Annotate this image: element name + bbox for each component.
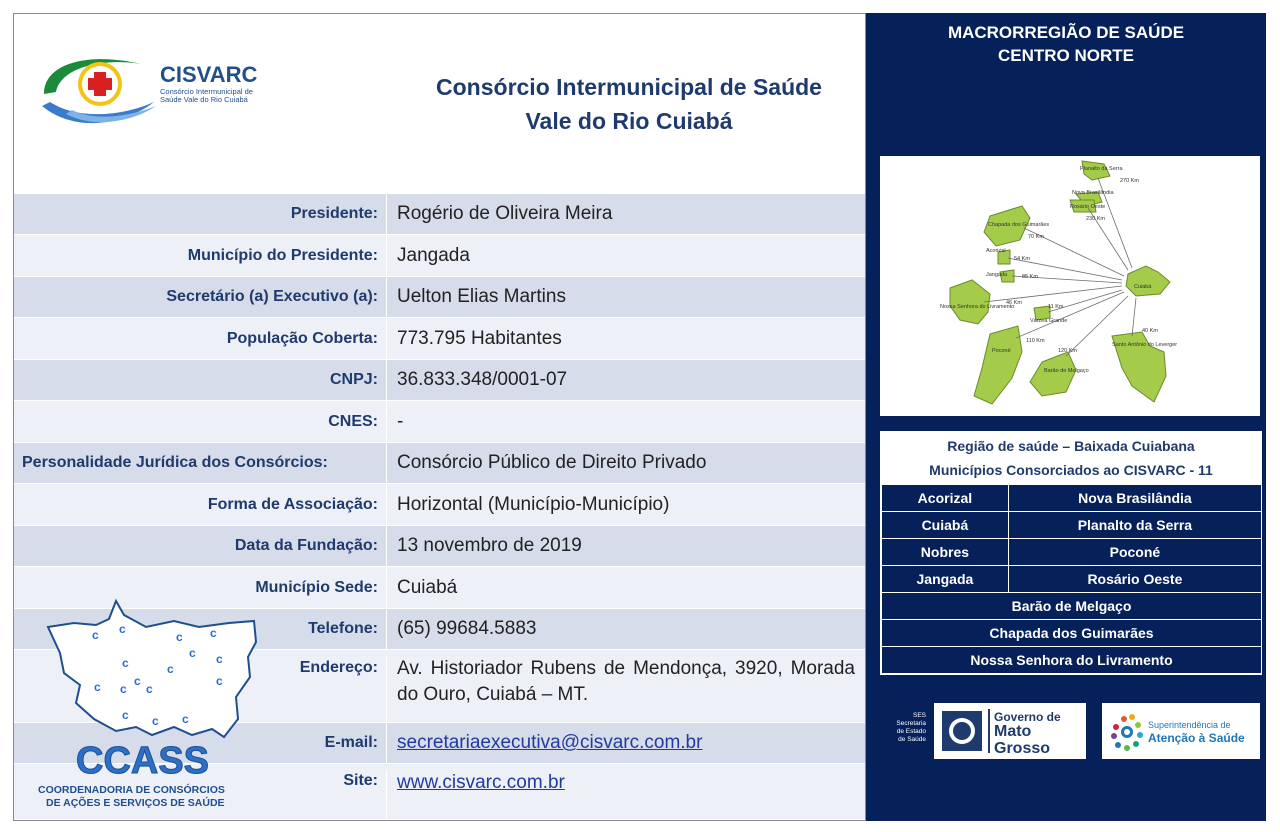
muni-cell: Chapada dos Guimarães — [882, 620, 1262, 647]
label-municipio-sede: Município Sede: — [255, 578, 378, 596]
svg-text:c: c — [189, 646, 196, 660]
ses-text2: Secretaria — [896, 720, 926, 727]
label-populacao: População Coberta: — [226, 329, 378, 347]
value-data-fundacao: 13 novembro de 2019 — [397, 535, 582, 556]
table-row — [882, 593, 1262, 620]
row-presidente — [14, 194, 865, 235]
region-map — [880, 156, 1260, 416]
muni-cell: Acorizal — [882, 485, 1009, 512]
map-label-santo-antonio: Santo Antônio do Leverger — [1112, 342, 1178, 348]
macro-region-title — [866, 21, 1266, 67]
label-email: E-mail: — [324, 734, 378, 751]
muni-cell: Nobres — [882, 539, 1009, 566]
info-panel — [13, 13, 866, 821]
title-line2: Vale do Rio Cuiabá — [525, 108, 733, 134]
ccass-sub1: COORDENADORIA DE CONSÓRCIOS — [38, 784, 225, 796]
label-site: Site: — [343, 772, 378, 789]
table-row — [882, 539, 1262, 566]
value-cnpj: 36.833.348/0001-07 — [397, 369, 568, 390]
svg-text:c: c — [152, 714, 159, 728]
svg-text:c: c — [134, 674, 141, 688]
value-forma-associacao: Horizontal (Município-Município) — [397, 493, 670, 515]
region-line2: Municípios Consorciados ao CISVARC - 11 — [929, 462, 1213, 478]
mato-grosso-map-icon — [24, 597, 294, 817]
government-logos — [866, 703, 1266, 763]
cisvarc-logo-icon — [36, 44, 286, 134]
map-cuiaba — [1126, 266, 1170, 296]
table-row — [882, 512, 1262, 539]
svg-text:c: c — [216, 674, 223, 688]
logo-name: CISVARC — [160, 62, 258, 87]
gov-text3: Grosso — [994, 740, 1051, 757]
label-endereco: Endereço: — [299, 659, 378, 676]
value-municipio-presidente: Jangada — [397, 244, 470, 266]
row-municipio-presidente — [14, 235, 865, 277]
svg-text:c: c — [176, 630, 183, 644]
map-barao — [1030, 352, 1076, 396]
value-secretario: Uelton Elias Martins — [397, 286, 566, 307]
label-personalidade: Personalidade Jurídica dos Consórcios: — [22, 454, 328, 471]
value-cnes: - — [397, 410, 404, 432]
sup-text1: Superintendência de — [1148, 720, 1231, 730]
region-municipalities — [880, 431, 1262, 675]
svg-text:c: c — [122, 656, 129, 670]
map-dist-85: 85 Km — [1022, 274, 1038, 280]
value-presidente: Rogério de Oliveira Meira — [397, 203, 613, 224]
value-populacao: 773.795 Habitantes — [397, 327, 562, 349]
row-cnpj — [14, 360, 865, 401]
value-telefone: (65) 99684.5883 — [397, 618, 537, 639]
table-row — [882, 647, 1262, 674]
map-label-varzea: Várzea Grande — [1030, 318, 1068, 324]
title-line1: Consórcio Intermunicipal de Saúde — [436, 74, 822, 100]
ccass-name: CCASS — [76, 740, 210, 782]
svg-text:c: c — [94, 680, 101, 694]
map-dist-40: 40 Km — [1142, 328, 1158, 334]
row-populacao — [14, 318, 865, 360]
header — [14, 14, 865, 194]
muni-cell: Jangada — [882, 566, 1009, 593]
macro-line1: MACRORREGIÃO DE SAÚDE — [947, 23, 1185, 42]
map-label-jangada: Jangada — [986, 272, 1008, 278]
map-label-barao: Barão de Melgaço — [1044, 368, 1089, 374]
municipalities-table — [881, 484, 1262, 674]
map-label-pocone: Poconé — [992, 348, 1011, 354]
label-secretario: Secretário (a) Executivo (a): — [166, 288, 378, 305]
svg-text:c: c — [122, 708, 129, 722]
gov-text1: Governo de — [994, 710, 1061, 724]
region-line1: Região de saúde – Baixada Cuiabana — [947, 438, 1195, 454]
region-panel — [866, 13, 1266, 821]
ses-text3: de Estado — [896, 728, 926, 735]
muni-cell: Planalto da Serra — [1008, 512, 1261, 539]
muni-cell: Nova Brasilândia — [1008, 485, 1261, 512]
map-dist-110: 110 Km — [1026, 338, 1045, 344]
map-dist-70: 70 Km — [1028, 234, 1044, 240]
government-logos-icon — [866, 703, 1266, 763]
label-municipio-presidente: Município do Presidente: — [187, 246, 378, 264]
ccass-sub2: DE AÇÕES E SERVIÇOS DE SAÚDE — [46, 797, 225, 809]
row-data-fundacao — [14, 526, 865, 567]
map-label-nsl: Nossa Senhora do Livramento — [940, 304, 1015, 310]
map-dist-46: 46 Km — [1006, 300, 1022, 306]
svg-text:c: c — [167, 662, 174, 676]
cisvarc-logo — [36, 44, 286, 134]
svg-text:c: c — [182, 712, 189, 726]
label-data-fundacao: Data da Fundação: — [234, 537, 378, 554]
svg-text:c: c — [120, 682, 127, 696]
muni-cell: Cuiabá — [882, 512, 1009, 539]
map-dist-120: 120 Km — [1058, 348, 1077, 354]
svg-text:c: c — [119, 622, 126, 636]
label-telefone: Telefone: — [308, 620, 378, 637]
page-title — [394, 70, 864, 138]
map-label-cuiaba: Cuiabá — [1134, 284, 1152, 290]
map-dist-54: 54 Km — [1014, 256, 1030, 262]
logo-sub1: Consórcio Intermunicipal de — [160, 87, 253, 96]
ses-text4: de Saúde — [898, 736, 926, 743]
value-endereco: Av. Historiador Rubens de Mendonça, 3920, Morada do Ouro, Cuiabá – MT. — [397, 658, 855, 705]
map-label-nova-brasilandia: Nova Brasilândia — [1072, 190, 1114, 196]
map-dist-11: 11 Km — [1048, 304, 1064, 310]
map-dist-230: 230 Km — [1086, 216, 1105, 222]
macro-line2: CENTRO NORTE — [998, 46, 1134, 65]
value-personalidade: Consórcio Público de Direito Privado — [397, 452, 707, 473]
map-label-planalto: Planalto da Serra — [1080, 166, 1123, 172]
ses-text1: SES — [912, 712, 926, 719]
map-label-acorizal: Acorizal — [986, 248, 1006, 254]
label-forma-associacao: Forma de Associação: — [207, 495, 378, 513]
sup-text2: Atenção à Saúde — [1148, 731, 1245, 745]
svg-text:c: c — [216, 652, 223, 666]
label-cnpj: CNPJ: — [329, 371, 378, 388]
row-cnes — [14, 401, 865, 443]
region-header — [881, 432, 1261, 484]
map-pocone — [974, 326, 1022, 404]
svg-text:c: c — [210, 626, 217, 640]
muni-cell: Barão de Melgaço — [882, 593, 1262, 620]
row-personalidade — [14, 443, 865, 484]
map-dist-270: 270 Km — [1120, 178, 1139, 184]
value-municipio-sede: Cuiabá — [397, 576, 458, 598]
map-label-chapada: Chapada dos Guimarães — [988, 222, 1050, 228]
logo-sub2: Saúde Vale do Rio Cuiabá — [160, 95, 248, 104]
map-label-rosario: Rosário Oeste — [1070, 204, 1106, 210]
row-forma-associacao — [14, 484, 865, 526]
muni-cell: Poconé — [1008, 539, 1261, 566]
table-row — [882, 485, 1262, 512]
muni-cell: Rosário Oeste — [1008, 566, 1261, 593]
region-map-icon — [880, 156, 1260, 416]
ccass-logo — [24, 597, 294, 817]
row-secretario — [14, 277, 865, 318]
table-row — [882, 566, 1262, 593]
label-cnes: CNES: — [328, 412, 378, 430]
label-presidente: Presidente: — [290, 205, 378, 222]
muni-cell: Nossa Senhora do Livramento — [882, 647, 1262, 674]
svg-text:c: c — [146, 682, 153, 696]
gov-text2: Mato — [994, 723, 1032, 740]
table-row — [882, 620, 1262, 647]
email-link[interactable]: secretariaexecutiva@cisvarc.com.br — [397, 732, 703, 753]
svg-text:c: c — [92, 628, 99, 642]
site-link[interactable]: www.cisvarc.com.br — [397, 772, 565, 793]
